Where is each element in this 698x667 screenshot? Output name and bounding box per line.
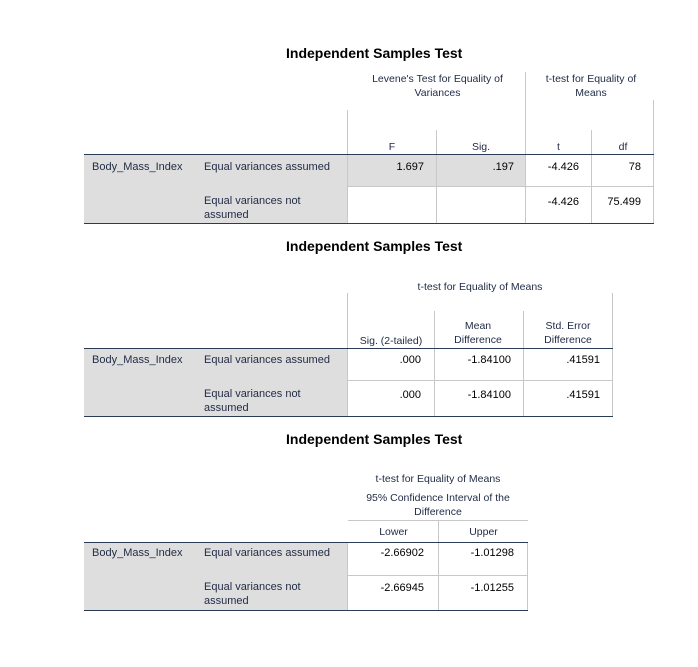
row-label-assumed: Equal variances assumed <box>204 547 330 559</box>
row-label-assumed: Equal variances assumed <box>204 161 330 173</box>
row-label-not-assumed: Equal variances not assumed <box>204 388 301 414</box>
value-sig-2tailed: .000 <box>399 389 421 401</box>
divider <box>612 293 613 348</box>
divider <box>347 155 348 223</box>
value-mean-difference: -1.84100 <box>467 354 511 366</box>
table-2-title: Independent Samples Test <box>286 238 463 254</box>
row-variable: Body_Mass_Index <box>92 547 183 559</box>
col-lower: Lower <box>379 526 408 538</box>
divider <box>653 155 654 223</box>
row-variable: Body_Mass_Index <box>92 354 183 366</box>
ci-header: 95% Confidence Interval of the Difference <box>366 492 510 518</box>
divider <box>523 311 524 348</box>
value-df: 75.499 <box>607 196 641 208</box>
col-upper: Upper <box>469 526 498 538</box>
row-variable: Body_Mass_Index <box>92 161 183 173</box>
value-upper: -1.01298 <box>470 547 514 559</box>
col-mean-difference: Mean Difference <box>454 320 502 346</box>
row-divider <box>347 380 613 381</box>
divider <box>347 543 348 610</box>
value-t: -4.426 <box>547 161 579 173</box>
row-label-assumed: Equal variances assumed <box>204 354 330 366</box>
divider <box>347 349 348 416</box>
ttest-header: t-test for Equality of Means <box>417 281 543 293</box>
table-3-title: Independent Samples Test <box>286 431 463 447</box>
col-f: F <box>388 141 396 153</box>
value-f: 1.697 <box>396 161 424 173</box>
ttest-header: t-test for Equality of Means <box>375 473 501 485</box>
row-label-not-assumed: Equal variances not assumed <box>204 195 301 221</box>
divider <box>436 155 437 223</box>
ttest-header: t-test for Equality of Means <box>545 73 637 99</box>
value-df: 78 <box>628 161 641 173</box>
value-std-error: .41591 <box>566 389 600 401</box>
divider <box>612 349 613 416</box>
divider <box>438 543 439 610</box>
table-bottom-rule <box>84 223 654 224</box>
table-bottom-rule <box>84 610 528 611</box>
value-sig: .197 <box>492 161 514 173</box>
value-lower: -2.66902 <box>380 547 424 559</box>
col-sig-2tailed: Sig. (2-tailed) <box>359 335 423 347</box>
value-t: -4.426 <box>547 196 579 208</box>
col-sig: Sig. <box>471 141 491 153</box>
levene-header: Levene's Test for Equality of Variances <box>372 73 503 99</box>
divider <box>434 311 435 348</box>
divider <box>591 155 592 223</box>
divider <box>527 543 528 610</box>
value-mean-difference: -1.84100 <box>467 389 511 401</box>
divider <box>523 349 524 416</box>
value-lower: -2.66945 <box>380 582 424 594</box>
col-t: t <box>557 141 560 153</box>
divider <box>434 349 435 416</box>
value-sig-2tailed: .000 <box>399 354 421 366</box>
table-1-title: Independent Samples Test <box>286 45 463 61</box>
value-upper: -1.01255 <box>470 582 514 594</box>
value-std-error: .41591 <box>566 354 600 366</box>
row-label-not-assumed: Equal variances not assumed <box>204 581 301 607</box>
col-df: df <box>618 141 628 153</box>
row-divider <box>347 186 654 187</box>
table-bottom-rule <box>84 416 613 417</box>
col-std-error-difference: Std. Error Difference <box>544 320 592 346</box>
divider <box>525 155 526 223</box>
